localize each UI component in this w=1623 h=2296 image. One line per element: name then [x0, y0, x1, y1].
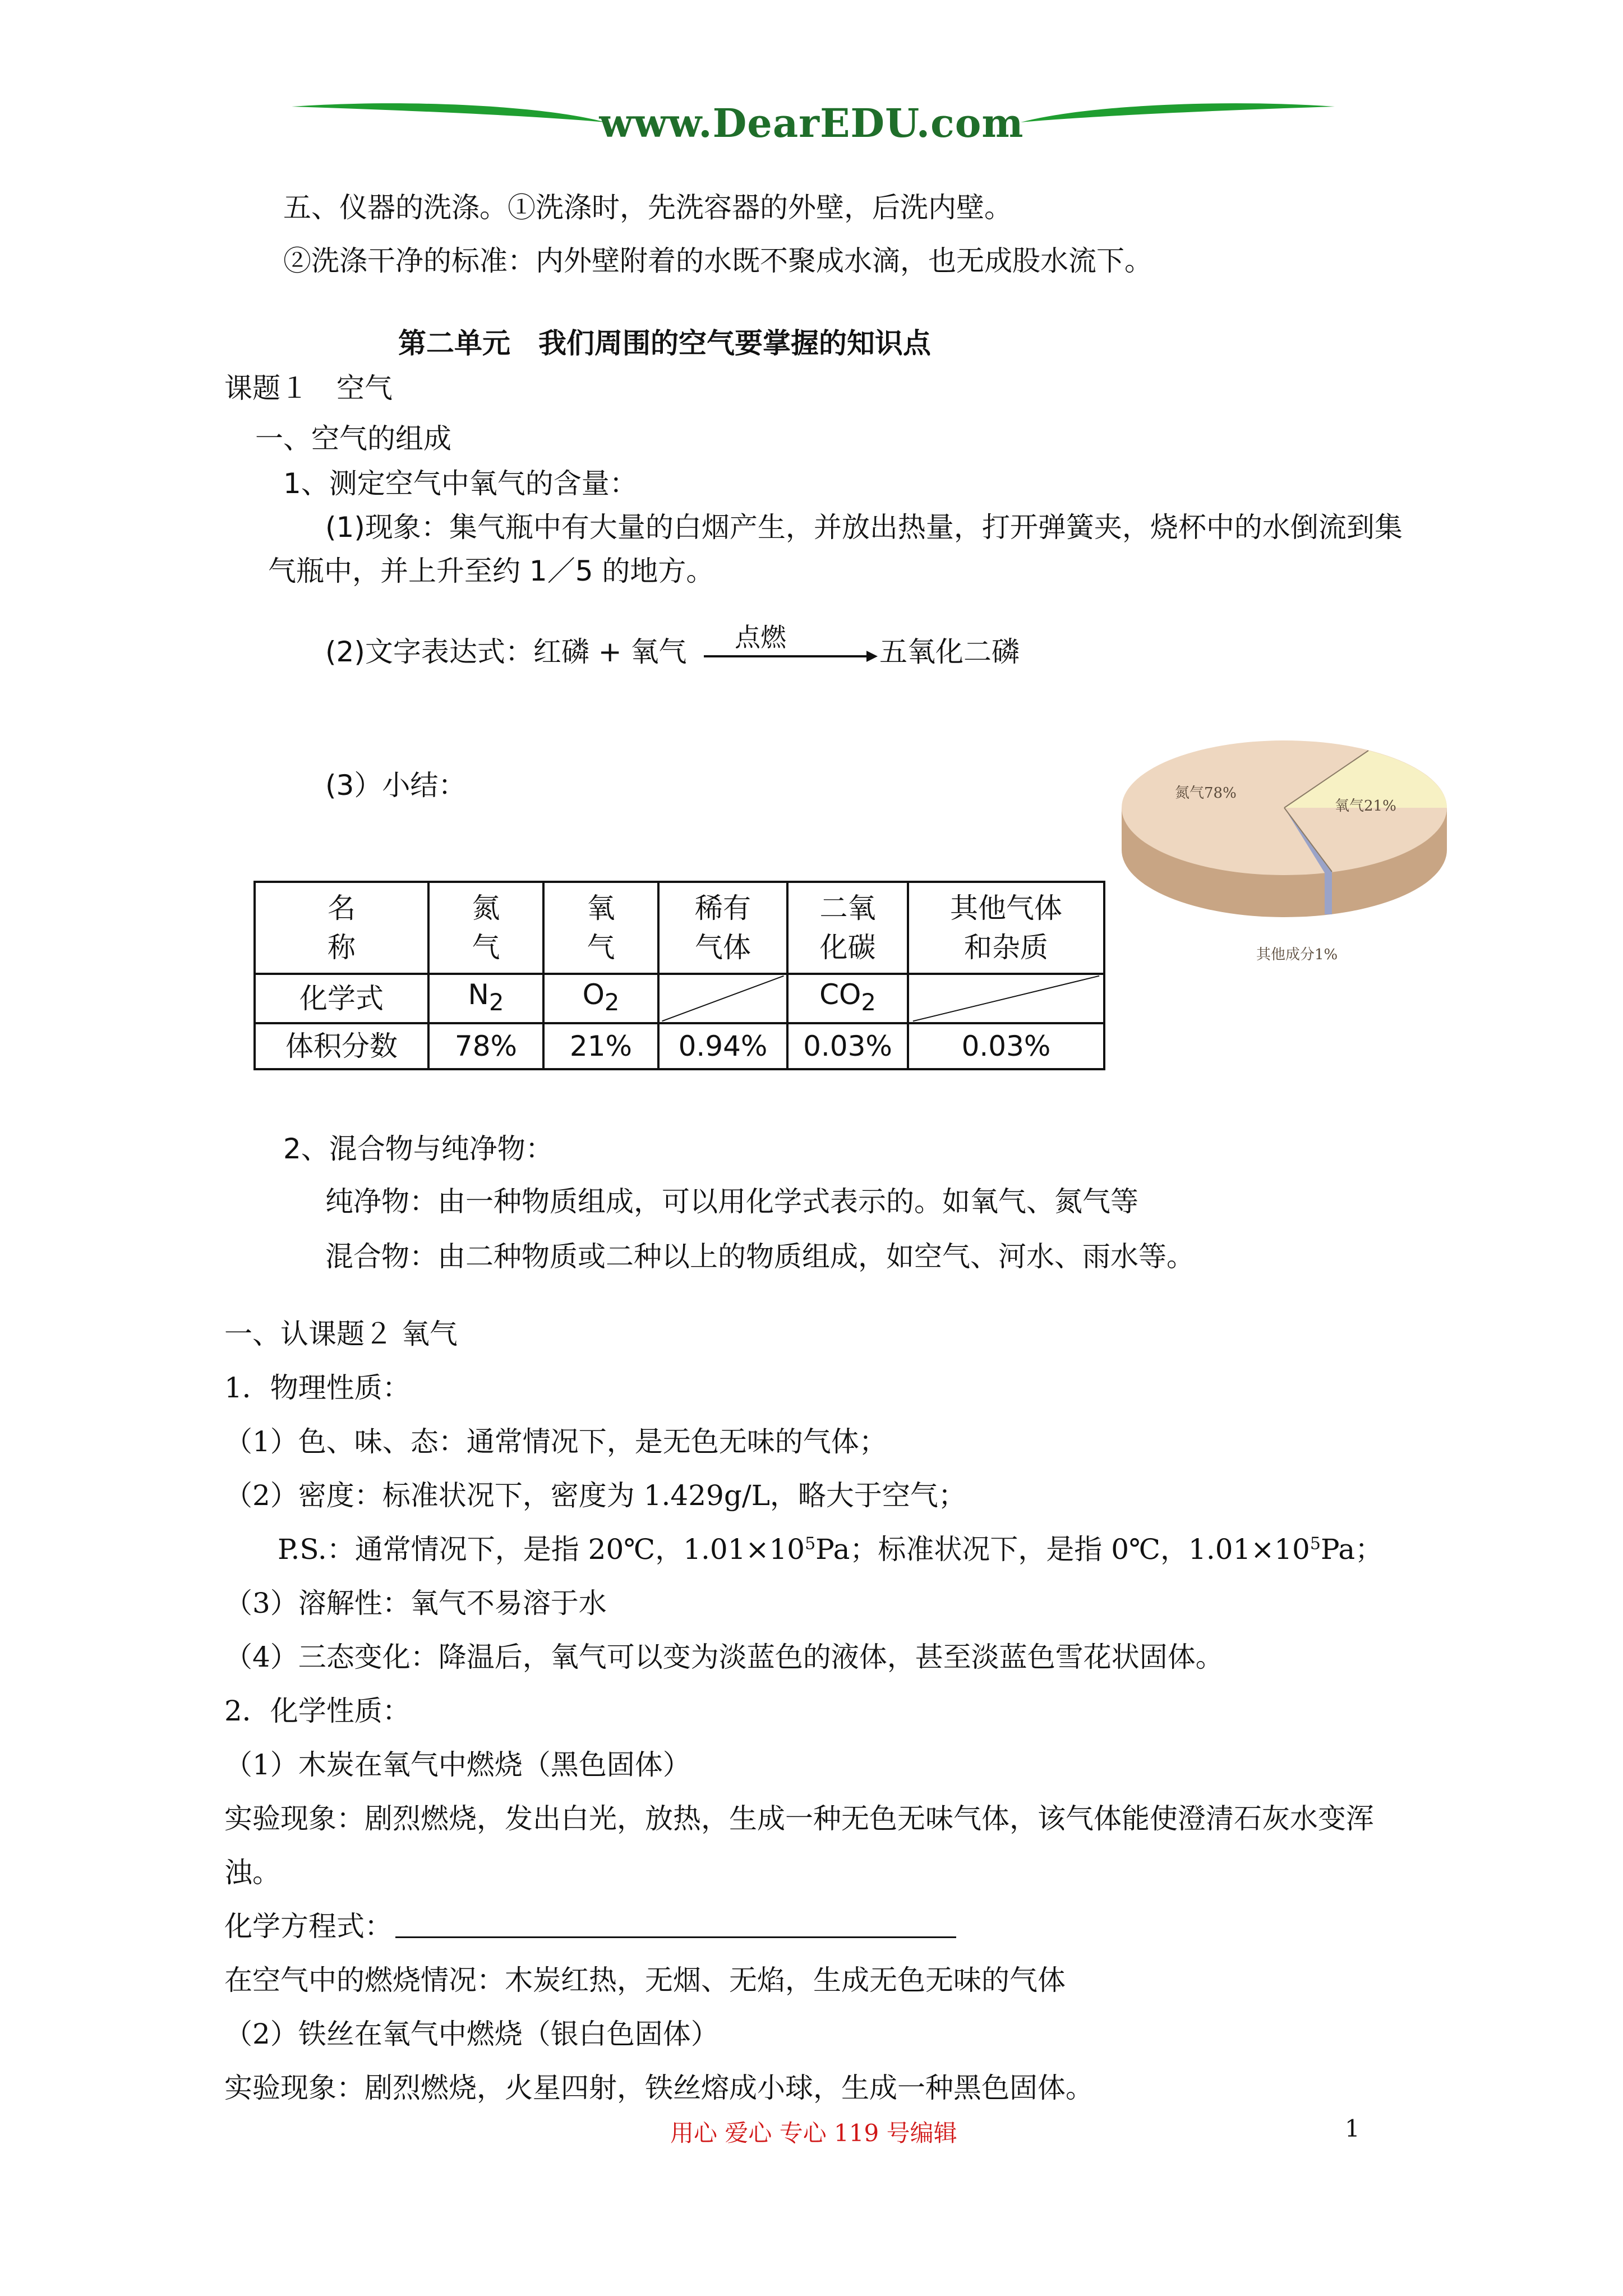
equation-condition: 点燃: [735, 622, 786, 652]
text-line: (1)现象：集气瓶中有大量的白烟产生，并放出热量，打开弹簧夹，烧杯中的水倒流到集: [325, 511, 1403, 544]
table-cell: 78%: [428, 1023, 543, 1069]
pie-label-other: 其他成分1%: [1256, 946, 1338, 963]
air-composition-table: [253, 881, 1105, 1070]
text-line: （2）铁丝在氧气中燃烧（银白色固体）: [224, 2018, 719, 2050]
unit-title: 第二单元 我们周围的空气要掌握的知识点: [398, 326, 931, 360]
footer-text: 用心 爱心 专心 119 号编辑: [670, 2119, 957, 2147]
text-line: （2）密度：标准状况下，密度为 1.429g/L，略大于空气；: [224, 1479, 966, 1512]
table-header-cell: 稀有 气体: [658, 882, 787, 974]
table-cell-label: 体积分数: [255, 1023, 428, 1069]
table-cell: 0.03%: [908, 1023, 1104, 1069]
table-cell: 0.94%: [658, 1023, 787, 1069]
table-cell-label: 化学式: [255, 974, 428, 1023]
table-cell: 21%: [543, 1023, 658, 1069]
table-row: [255, 882, 1104, 974]
text-line: 气瓶中，并上升至约 1／5 的地方。: [268, 555, 714, 587]
pie-label-oxygen: 氧气21%: [1335, 798, 1396, 815]
text-line: （1）色、味、态：通常情况下，是无色无味的气体；: [224, 1425, 887, 1458]
table-header-cell: 氮 气: [428, 882, 543, 974]
table-header-cell: 氧 气: [543, 882, 658, 974]
text-line: 在空气中的燃烧情况：木炭红热，无烟、无焰，生成无色无味的气体: [224, 1964, 1066, 1996]
table-row: [255, 974, 1104, 1023]
table-header-cell: 其他气体 和杂质: [908, 882, 1104, 974]
text-line: ②洗涤干净的标准：内外壁附着的水既不聚成水滴，也无成股水流下。: [283, 245, 1152, 277]
text-line: 五、仪器的洗涤。①洗涤时，先洗容器的外壁，后洗内壁。: [283, 191, 1012, 224]
summary-label: (3）小结：: [325, 769, 467, 802]
text-line: 实验现象：剧烈燃烧，发出白光，放热，生成一种无色无味气体，该气体能使澄清石灰水变浑: [224, 1802, 1374, 1835]
table-cell: $N_2$: [428, 974, 543, 1023]
equation-right: 五氧化二磷: [879, 636, 1020, 668]
table-header-cell: 名 称: [255, 882, 428, 974]
text-line: 化学方程式：: [224, 1910, 393, 1943]
equation-left: (2)文字表达式：红磷 + 氧气: [325, 636, 687, 668]
text-line: 混合物：由二种物质或二种以上的物质组成，如空气、河水、雨水等。: [325, 1240, 1195, 1273]
table-cell: $O_2$: [543, 974, 658, 1023]
text-line: （3）溶解性：氧气不易溶于水: [224, 1587, 607, 1619]
text-line: （4）三态变化：降温后，氧气可以变为淡蓝色的液体，甚至淡蓝色雪花状固体。: [224, 1641, 1224, 1673]
pie-label-nitrogen: 氮气78%: [1175, 785, 1237, 802]
text-line: P.S.：通常情况下，是指 20℃，$1.01\times 10^5Pa$；标准状况下，是指 0℃，$1.01\times 10^5Pa$；: [278, 1533, 1384, 1566]
text-line: 浊。: [224, 1856, 280, 1889]
air-composition-pie: [1116, 724, 1453, 970]
section-heading: 2．化学性质：: [224, 1695, 411, 1727]
site-name: www.DearEDU.com: [599, 100, 1024, 146]
section-heading: 一、空气的组成: [255, 422, 451, 455]
text-line: 实验现象：剧烈燃烧，火星四射，铁丝熔成小球，生成一种黑色固体。: [224, 2072, 1094, 2104]
page-number: 1: [1345, 2115, 1360, 2142]
lesson-title: 课题１ 空气: [224, 372, 393, 404]
table-cell-empty: [658, 974, 787, 1023]
reaction-arrow-icon: [704, 648, 878, 665]
text-line: 纯净物：由一种物质组成，可以用化学式表示的。如氧气、氮气等: [325, 1185, 1138, 1218]
subsection-heading: 1、测定空气中氧气的含量：: [283, 467, 638, 500]
answer-blank-line: [395, 1936, 956, 1938]
subsection-heading: 2、混合物与纯净物：: [283, 1133, 554, 1165]
table-row: [255, 1023, 1104, 1069]
section-heading: 1．物理性质：: [224, 1372, 411, 1404]
text-line: （1）木炭在氧气中燃烧（黑色固体）: [224, 1749, 691, 1781]
table-cell: $CO_2$: [787, 974, 908, 1023]
lesson-title: 一、认课题２ 氧气: [224, 1318, 458, 1350]
table-cell: 0.03%: [787, 1023, 908, 1069]
table-header-cell: 二氧 化碳: [787, 882, 908, 974]
table-cell-empty: [908, 974, 1104, 1023]
